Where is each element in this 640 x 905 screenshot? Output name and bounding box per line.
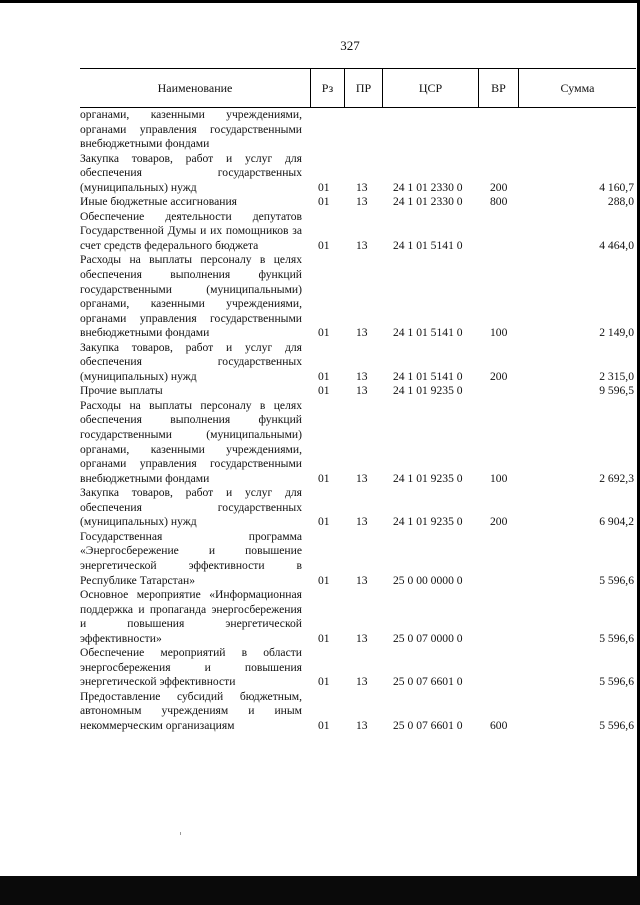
row-pr: 13: [356, 384, 368, 398]
row-csr: 24 1 01 9235 0: [393, 384, 463, 398]
row-csr: 24 1 01 9235 0: [393, 471, 463, 485]
row-pr: 13: [356, 180, 368, 194]
page-number: 327: [340, 38, 360, 53]
row-rz: 01: [318, 180, 330, 194]
table-row: [80, 486, 636, 530]
row-name: Иные бюджетные ассигнования: [80, 195, 237, 209]
table-row: [80, 210, 636, 254]
table-row: [80, 690, 636, 734]
row-vr: 200: [490, 515, 508, 529]
table-row: [80, 195, 636, 210]
row-csr: 25 0 00 0000 0: [393, 573, 463, 587]
table-row: [80, 588, 636, 646]
row-csr: 24 1 01 2330 0: [393, 180, 463, 194]
row-sum: 5 596,6: [599, 573, 634, 587]
row-pr: 13: [356, 515, 368, 529]
row-vr: 200: [490, 180, 508, 194]
row-pr: 13: [356, 238, 368, 252]
row-sum: 6 904,2: [599, 515, 634, 529]
row-name: Обеспечение мероприятий в области энергосбережения и повышения энергетической эффективности: [80, 646, 302, 689]
row-sum: 4 160,7: [599, 180, 634, 194]
row-csr: 25 0 07 6601 0: [393, 675, 463, 689]
row-name: Прочие выплаты: [80, 384, 163, 398]
row-pr: 13: [356, 195, 368, 209]
row-sum: 4 464,0: [599, 238, 634, 252]
table-row: [80, 108, 636, 152]
row-csr: 24 1 01 9235 0: [393, 515, 463, 529]
row-name: Предоставление субсидий бюджетным, автономным учреждениям и иным некоммерческим организациям: [80, 689, 302, 732]
row-vr: 600: [490, 718, 508, 732]
row-rz: 01: [318, 675, 330, 689]
row-sum: 2 149,0: [599, 326, 634, 340]
row-pr: 13: [356, 631, 368, 645]
row-vr: 100: [490, 471, 508, 485]
row-pr: 13: [356, 675, 368, 689]
table-row: [80, 253, 636, 340]
row-pr: 13: [356, 573, 368, 587]
row-sum: 2 692,3: [599, 471, 634, 485]
row-rz: 01: [318, 631, 330, 645]
row-pr: 13: [356, 718, 368, 732]
row-csr: 24 1 01 5141 0: [393, 326, 463, 340]
row-name: органами, казенными учреждениями, органами управления государственными внебюджетными фондами: [80, 108, 302, 151]
header-pr: ПР: [344, 69, 382, 107]
row-vr: 200: [490, 369, 508, 383]
row-csr: 24 1 01 5141 0: [393, 238, 463, 252]
row-vr: 800: [490, 195, 508, 209]
row-rz: 01: [318, 471, 330, 485]
row-sum: 5 596,6: [599, 718, 634, 732]
table-row: [80, 341, 636, 385]
header-vr: ВР: [478, 69, 518, 107]
row-pr: 13: [356, 369, 368, 383]
row-name: Обеспечение деятельности депутатов Государственной Думы и их помощников за счет средств федерального бюджета: [80, 209, 302, 252]
row-pr: 13: [356, 471, 368, 485]
row-csr: 25 0 07 0000 0: [393, 631, 463, 645]
row-name: Закупка товаров, работ и услуг для обеспечения государственных (муниципальных) нужд: [80, 340, 302, 383]
scan-edge-top: [0, 0, 640, 3]
header-rz: Рз: [310, 69, 344, 107]
row-name: Основное мероприятие «Информационная поддержка и пропаганда энергосбережения и повышения энергетической эффективности»: [80, 588, 302, 645]
table-body: [80, 108, 636, 734]
scan-edge-bottom: [0, 876, 640, 905]
table-row: [80, 152, 636, 196]
row-rz: 01: [318, 195, 330, 209]
row-csr: 24 1 01 2330 0: [393, 195, 463, 209]
row-rz: 01: [318, 573, 330, 587]
table-row: [80, 399, 636, 486]
row-name: Государственная программа «Энергосбережение и повышение энергетической эффективности в Республике Татарстан»: [80, 529, 302, 587]
row-sum: 2 315,0: [599, 369, 634, 383]
row-csr: 25 0 07 6601 0: [393, 718, 463, 732]
row-sum: 288,0: [607, 195, 634, 209]
row-name: Расходы на выплаты персоналу в целях обеспечения выполнения функций государственными (муниципальными) органами, казенными учреждениями, органами управления государственными внебюджетными фондами: [80, 398, 302, 485]
row-rz: 01: [318, 718, 330, 732]
header-csr: ЦСР: [382, 69, 478, 107]
row-csr: 24 1 01 5141 0: [393, 369, 463, 383]
row-rz: 01: [318, 384, 330, 398]
row-name: Расходы на выплаты персоналу в целях обеспечения выполнения функций государственными (муниципальными) органами, казенными учреждениями, органами управления государственными внебюджетными фондами: [80, 253, 302, 340]
table-header: [80, 68, 636, 108]
header-sum: Сумма: [518, 69, 636, 107]
row-sum: 9 596,5: [599, 384, 634, 398]
row-name: Закупка товаров, работ и услуг для обеспечения государственных (муниципальных) нужд: [80, 151, 302, 194]
table-row: [80, 530, 636, 588]
row-vr: 100: [490, 326, 508, 340]
row-pr: 13: [356, 326, 368, 340]
table-row: [80, 384, 636, 399]
row-sum: 5 596,6: [599, 631, 634, 645]
row-rz: 01: [318, 515, 330, 529]
scan-speck: [180, 832, 181, 835]
row-rz: 01: [318, 369, 330, 383]
row-name: Закупка товаров, работ и услуг для обеспечения государственных (муниципальных) нужд: [80, 486, 302, 529]
table-row: [80, 646, 636, 690]
row-sum: 5 596,6: [599, 675, 634, 689]
row-rz: 01: [318, 326, 330, 340]
row-rz: 01: [318, 238, 330, 252]
header-name: Наименование: [157, 81, 233, 95]
